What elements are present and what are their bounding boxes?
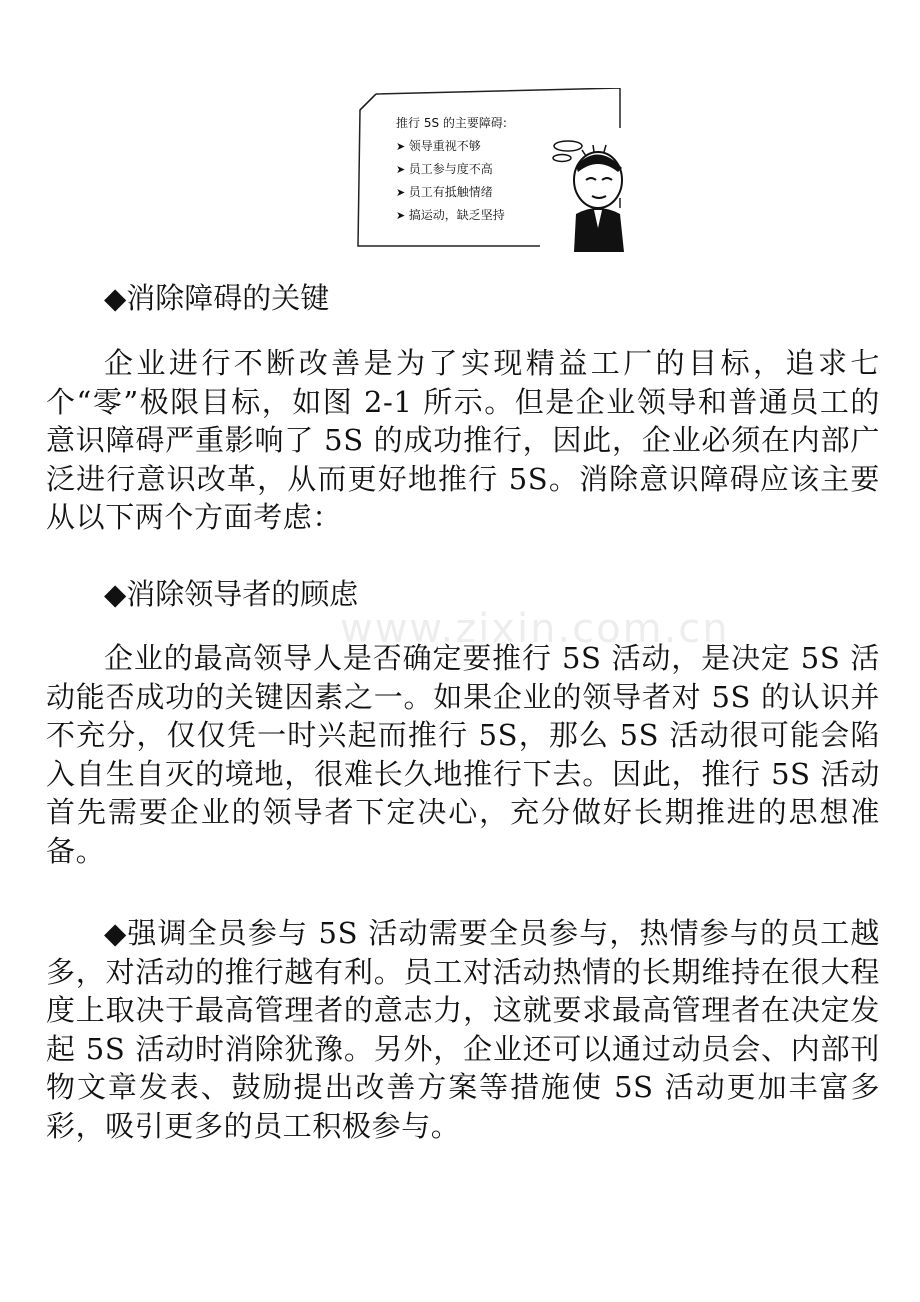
- worried-man-icon: [538, 128, 628, 252]
- heading-obstacle-key: ◆消除障碍的关键: [104, 281, 330, 315]
- callout-item: ➤ 员工参与度不高: [396, 158, 507, 181]
- paragraph-2-text: 企业的最高领导人是否确定要推行 5S 活动，是决定 5S 活动能否成功的关键因素之一。如果企业的领导者对 5S 的认识并不充分，仅仅凭一时兴起而推行 5S，那么 5S 活动很可能会陷入自生自灭的境地，很难长久地推行下去。因此，推行 5S 活动首先需要企业的领导者下定决心，充分做好长期推进的思想准备。: [46, 641, 880, 868]
- callout-list: [396, 112, 507, 227]
- callout-item: ➤ 搞运动，缺乏坚持: [396, 204, 507, 227]
- paragraph-1-text: 企业进行不断改善是为了实现精益工厂的目标，追求七个“零”极限目标，如图 2-1 所示。但是企业领导和普通员工的意识障碍严重影响了 5S 的成功推行，因此，企业必须在内部广泛进行意识改革，从而更好地推行 5S。消除意识障碍应该主要从以下两个方面考虑：: [46, 346, 880, 534]
- callout-title: 推行 5S 的主要障碍:: [396, 116, 507, 130]
- heading-leader-concerns: ◆消除领导者的顾虑: [104, 577, 359, 611]
- watermark: www.zixin.com.cn: [340, 606, 730, 652]
- obstacles-figure: [356, 88, 628, 254]
- callout-item: ➤ 领导重视不够: [396, 135, 507, 158]
- paragraph-3-text: ◆强调全员参与 5S 活动需要全员参与，热情参与的员工越多，对活动的推行越有利。员工对活动热情的长期维持在很大程度上取决于最高管理者的意志力，这就要求最高管理者在决定发起 5S 活动时消除犹豫。另外，企业还可以通过动员会、内部刊物文章发表、鼓励提出改善方案等措施使 5S 活动更加丰富多彩，吸引更多的员工积极参与。: [46, 916, 880, 1143]
- paragraph-1: [46, 344, 880, 537]
- paragraph-2: [46, 639, 880, 870]
- paragraph-3: [46, 914, 880, 1145]
- callout-item: ➤ 员工有抵触情绪: [396, 181, 507, 204]
